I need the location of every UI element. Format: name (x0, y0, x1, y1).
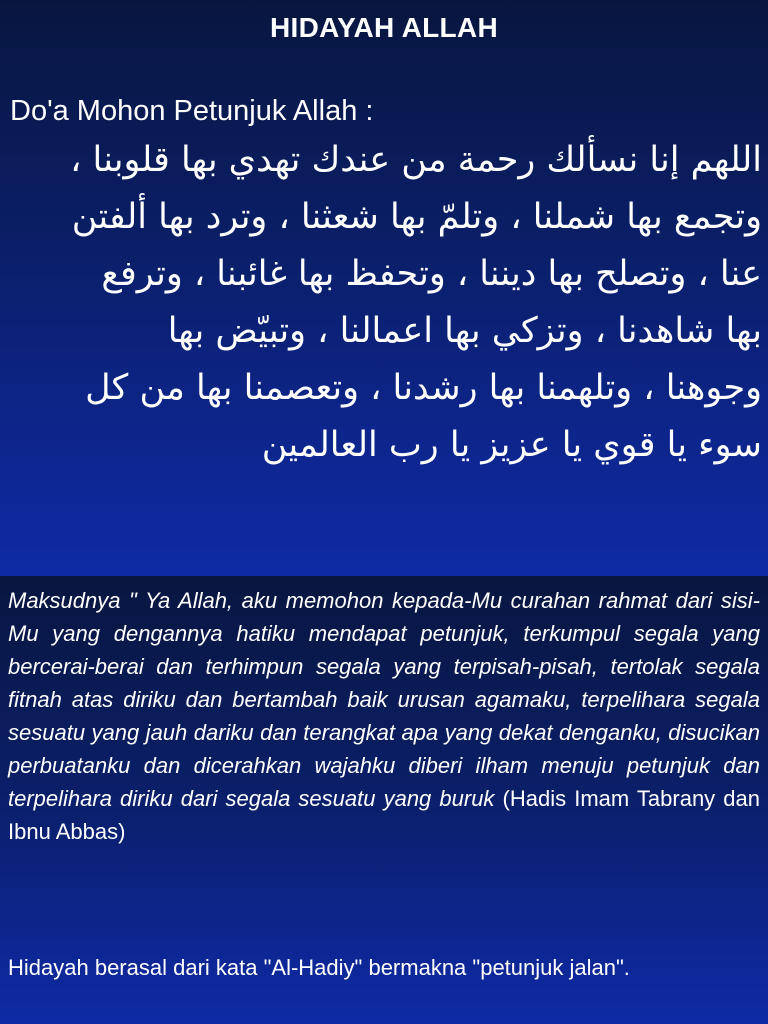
arabic-line: سوء يا قوي يا عزيز يا رب العالمين (261, 425, 762, 465)
translation-paragraph (8, 584, 760, 848)
arabic-line: اللهم إنا نسألك رحمة من عندك تهدي بها قلوبنا ، (70, 140, 762, 180)
hadith-source: (Hadis Imam Tabrany dan Ibnu Abbas) (8, 786, 760, 844)
page-title: HIDAYAH ALLAH (270, 12, 498, 43)
arabic-prayer (0, 132, 762, 474)
arabic-line: وجوهنا ، وتلهمنا بها رشدنا ، وتعصمنا بها من كل (85, 368, 762, 408)
arabic-line: وتجمع بها شملنا ، وتلمّ بها شعثنا ، وترد بها ألفتن (71, 197, 762, 237)
translation-text: Maksudnya " Ya Allah, aku memohon kepada-Mu curahan rahmat dari sisi-Mu yang dengannya hatiku mendapat petunjuk, terkumpul segala yang bercerai-berai dan terhimpun segala yang terpisah-pisah, tertolak segala fitnah atas diriku dan bertambah baik urusan agamaku, terpelihara segala sesuatu yang jauh dariku dan terangkat apa yang dekat denganku, disucikan perbuatanku dan dicerahkan wajahku diberi ilham menuju petunjuk dan terpelihara diriku dari segala sesuatu yang buruk (8, 588, 760, 811)
arabic-line: بها شاهدنا ، وتزكي بها اعمالنا ، وتبيّض بها (167, 311, 762, 351)
hidayah-definition: Hidayah berasal dari kata "Al-Hadiy" bermakna "petunjuk jalan". (8, 955, 630, 980)
arabic-line: عنا ، وتصلح بها ديننا ، وتحفظ بها غائبنا ، وترفع (101, 254, 762, 294)
doa-subtitle: Do'a Mohon Petunjuk Allah : (10, 95, 374, 127)
